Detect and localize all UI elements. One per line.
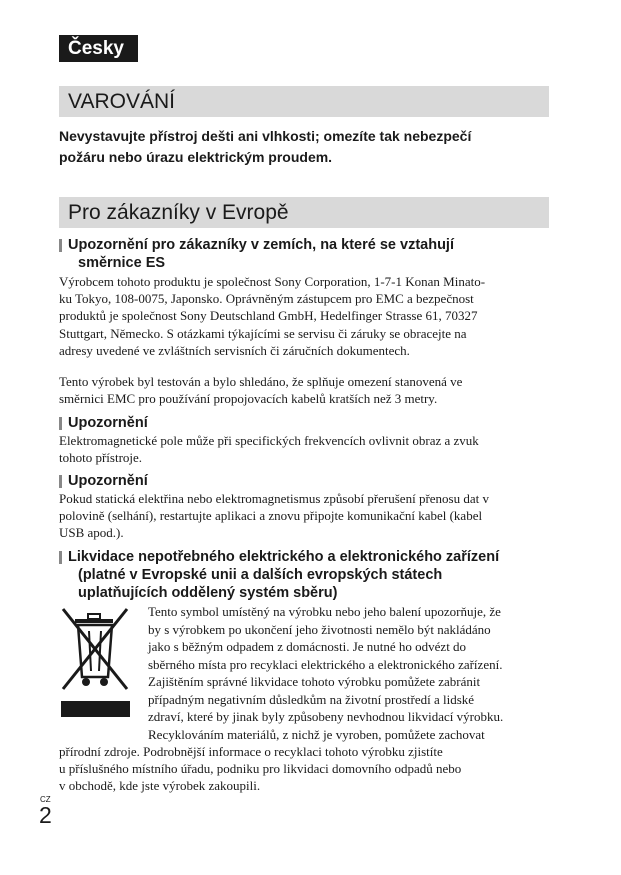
emc-test-paragraph: Tento výrobek byl testován a bylo shledáno, že splňuje omezení stanovená ve směrnici EMC pro používání propojovacích kabelů kratších než 3 metry. — [59, 374, 463, 407]
language-tab: Česky — [59, 35, 138, 62]
weee-paragraph: Tento symbol umístěný na výrobku nebo jeho balení upozorňuje, že by s výrobkem po ukončení jeho životnosti nemělo být nakládáno jako s běžným odpadem z domácnosti. Je nutné ho odvézt do sběrného místa pro recyklaci elektrického a elektronického zařízení. Zajištěním správné likvidace tohoto výrobku pomůžete zabránit případným negativním důsledkům na životní prostředí a lidské zdraví, které by jinak byly způsobeny nevhodnou likvidací výrobku. Recyklováním materiálů, z nichž je vyroben, pomůžete zachovat — [148, 604, 504, 742]
europe-section-title: Pro zákazníky v Evropě — [59, 197, 549, 228]
caution-heading-2: Upozornění — [59, 472, 549, 490]
eu-notice-heading: Upozornění pro zákazníky v zemích, na které se vztahují směrnice ES — [59, 236, 549, 272]
eu-notice-paragraph: Výrobcem tohoto produktu je společnost Sony Corporation, 1-7-1 Konan Minato- ku Tokyo, 108-0075, Japonsko. Oprávněným zástupcem pro EMC a bezpečnost produktů je společnost Sony Deutschland GmbH, Hedelfinger Strasse 61, 70327 Stuttgart, Německo. S otázkami týkajícími se servisu či záruky se obracejte na adresy uvedené ve zvláštních servisních či záručních dokumentech. — [59, 274, 486, 358]
crossed-bin-icon — [59, 605, 132, 717]
warning-section-title: VAROVÁNÍ — [59, 86, 549, 117]
caution-paragraph-2: Pokud statická elektřina nebo elektromagnetismus způsobí přerušení přenosu dat v polovině (selhání), restartujte aplikaci a znovu připojte komunikační kabel (kabel USB apod.). — [59, 491, 489, 541]
weee-heading: Likvidace nepotřebného elektrického a elektronického zařízení (platné v Evropské unii a dalších evropských státech uplatňujících oddělený systém sběru) — [59, 548, 549, 602]
caution-heading-1: Upozornění — [59, 414, 549, 432]
caution-paragraph-1: Elektromagnetické pole může při specifických frekvencích ovlivnit obraz a zvuk tohoto přístroje. — [59, 433, 479, 466]
weee-paragraph-continued: přírodní zdroje. Podrobnější informace o recyklaci tohoto výrobku zjistíte u příslušného místního úřadu, podniku pro likvidaci domovního odpadů nebo v obchodě, kde jste výrobek zakoupili. — [59, 744, 462, 794]
warning-text: Nevystavujte přístroj dešti ani vlhkosti; omezíte tak nebezpečí požáru nebo úrazu elektrickým proudem. — [59, 128, 472, 165]
page-number: 2 — [39, 802, 52, 828]
page-language-code: CZ — [40, 795, 51, 804]
